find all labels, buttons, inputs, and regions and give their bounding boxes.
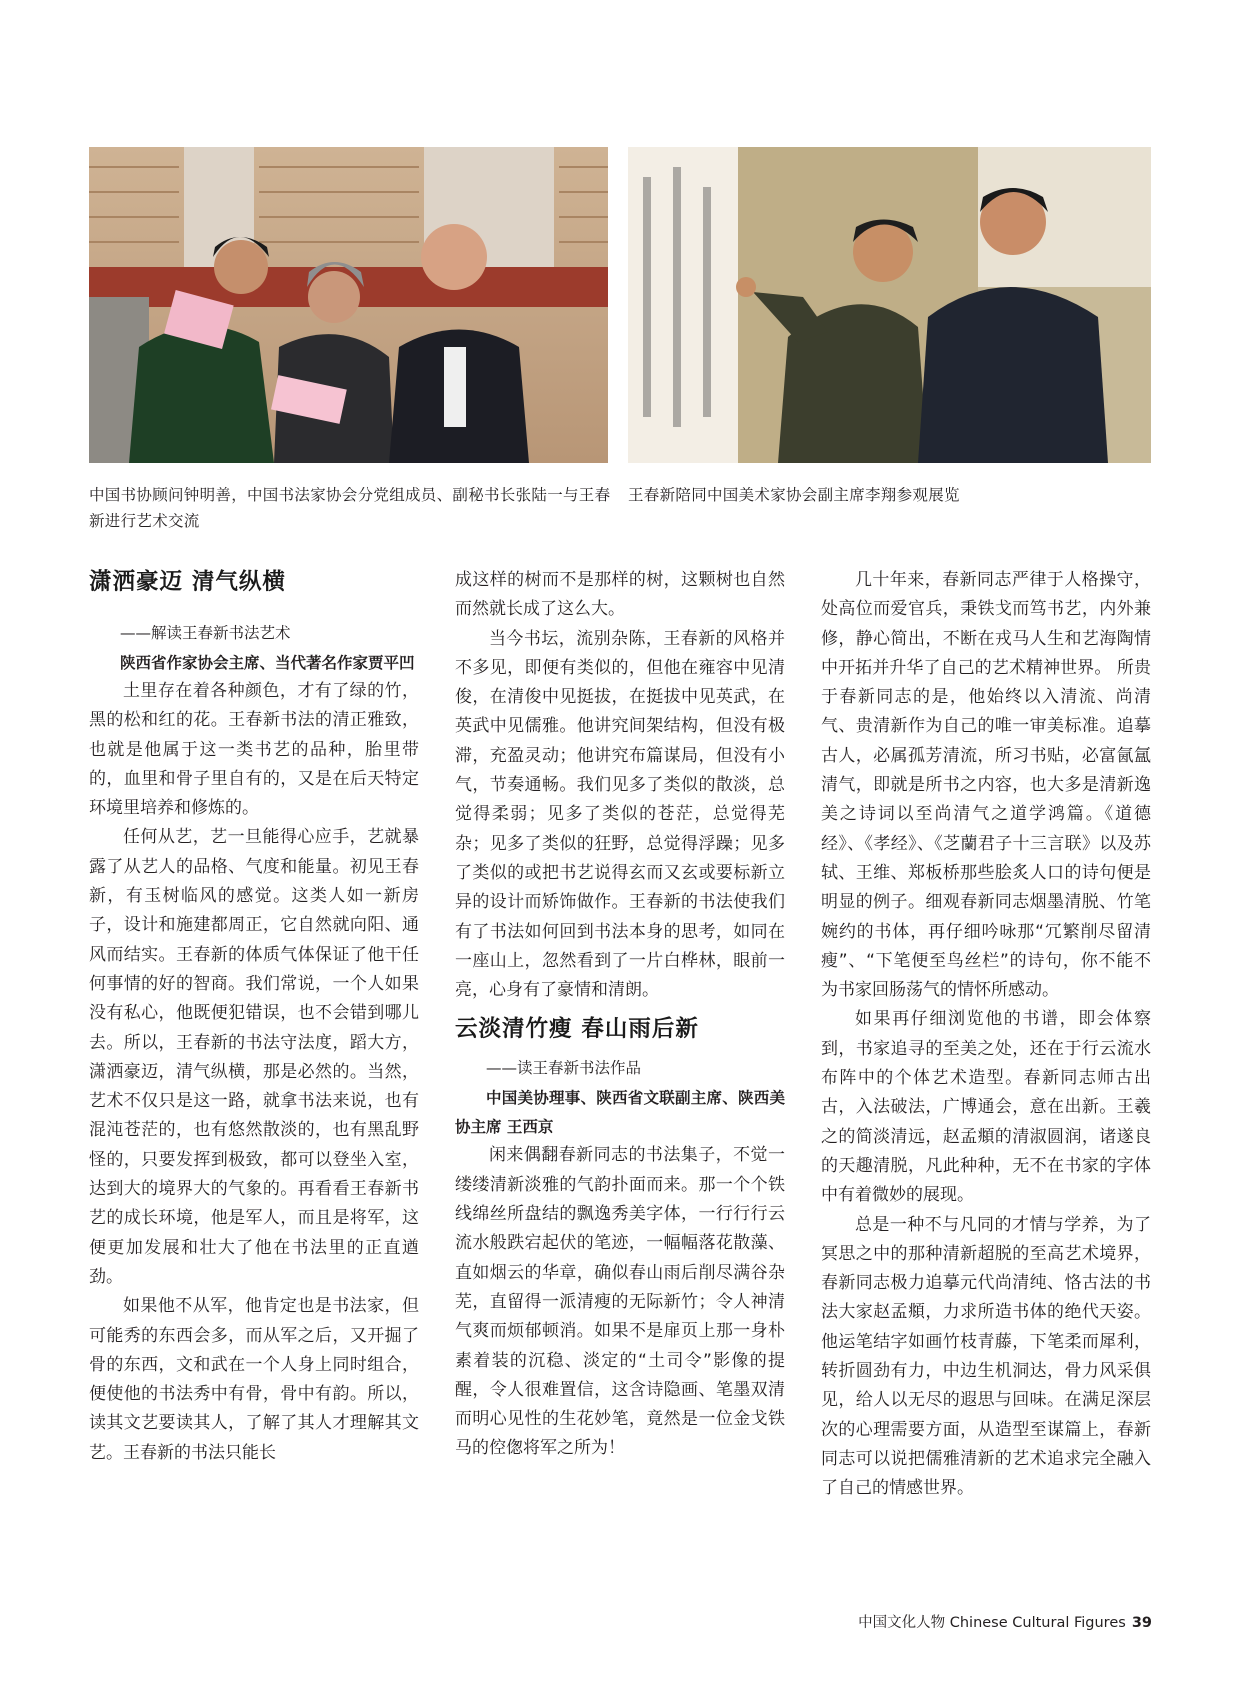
text-column-2	[455, 566, 785, 1464]
text-column-1	[89, 566, 419, 1468]
article-subtitle-1: ——解读王春新书法艺术	[120, 624, 291, 642]
article-byline-1: 陕西省作家协会主席、当代著名作家贾平凹	[120, 653, 415, 672]
article-paragraph: 总是一种不与凡同的才情与学养，为了冥思之中的那种清新超脱的至高艺术境界，春新同志极力追摹元代尚清纯、恪古法的书法大家赵孟頫，力求所造书体的绝代天姿。他运笔结字如画竹枝青藤，下笔柔而犀利，转折圆劲有力，中边生机洞达，骨力风采俱见，给人以无尽的遐思与回味。在满足深层次的心理需要方面，从造型至谋篇上，春新同志可以说把儒雅清新的艺术追求完全融入了自己的情感世界。	[821, 1214, 1151, 1499]
photo-caption-left: 中国书协顾问钟明善，中国书法家协会分党组成员、副秘书长张陆一与王春新进行艺术交流	[89, 486, 611, 530]
article-title-2: 云淡清竹瘦 春山雨后新	[455, 1016, 699, 1043]
publication-name: 中国文化人物 Chinese Cultural Figures	[858, 1615, 1126, 1631]
photo-calligraphy-exchange	[89, 147, 608, 463]
article-paragraph: 任何从艺，艺一旦能得心应手，艺就暴露了从艺人的品格、气度和能量。初见王春新，有玉树临风的感觉。这类人如一新房子，设计和施建都周正，它自然就向阳、通风而结实。王春新的体质气体保证了他干任何事情的好的智商。我们常说，一个人如果没有私心，他既便犯错误，也不会错到哪儿去。所以，王春新的书法守法度，蹈大方，潇洒豪迈，清气纵横，那是必然的。当然，艺术不仅只是这一路，就拿书法来说，也有混沌苍茫的，也有悠然散淡的，也有黑乱野怪的，只要发挥到极致，都可以登坐入室，达到大的境界大的气象的。再看看王春新书艺的成长环境，他是军人，而且是将军，这便更加发展和壮大了他在书法里的正直遒劲。	[89, 827, 419, 1287]
article-subtitle-2: ——读王春新书法作品	[486, 1059, 642, 1078]
article-paragraph: 当今书坛，流别杂陈，王春新的风格并不多见，即便有类似的，但他在雍容中见清俊，在清俊中见挺拔，在挺拔中见英武，在英武中见儒雅。他讲究间架结构，但没有极滞，充盈灵动；他讲究布篇谋局，但没有小气，节奏通畅。我们见多了类似的散淡，总觉得柔弱；见多了类似的苍茫，总觉得芜杂；见多了类似的狂野，总觉得浮躁；见多了类似的或把书艺说得玄而又玄或要标新立异的设计而矫饰做作。王春新的书法使我们有了书法如何回到书法本身的思考，如同在一座山上，忽然看到了一片白桦林，眼前一亮，心身有了豪情和清朗。	[455, 628, 785, 1001]
page-footer	[858, 1611, 1152, 1632]
page-number: 39	[1131, 1615, 1152, 1631]
article-paragraph: 如果再仔细浏览他的书谱，即会体察到，书家追寻的至美之处，还在于行云流水布阵中的个体艺术造型。春新同志师古出古，入法破法，广博通会，意在出新。王羲之的简淡清远，赵孟頫的清淑圆润，诸遂良的天趣清脱，凡此种种，无不在书家的字体中有着微妙的展现。	[821, 1009, 1151, 1206]
article-paragraph-continued: 成这样的树而不是那样的树，这颗树也自然而然就长成了这么大。	[455, 570, 785, 620]
article-paragraph: 闲来偶翻春新同志的书法集子，不觉一缕缕清新淡雅的气韵扑面而来。那一个个铁线绵丝所盘结的飘逸秀美字体，一行行行云流水般跌宕起伏的笔迹，一幅幅落花散藻、直如烟云的华章，确似春山雨后削尽满谷杂芜，直留得一派清瘦的无际新竹；令人神清气爽而烦郁顿消。如果不是扉页上那一身朴素着装的沉稳、淡定的“土司令”影像的提醒，令人很难置信，这含诗隐画、笔墨双清而明心见性的生花妙笔，竟然是一位金戈铁马的倥偬将军之所为！	[455, 1145, 785, 1459]
article-byline-2: 中国美协理事、陕西省文联副主席、陕西美协主席 王西京	[455, 1088, 785, 1137]
article-title-1: 潇洒豪迈 清气纵横	[89, 569, 286, 595]
photo-exhibition-visit	[628, 147, 1151, 463]
article-paragraph: 土里存在着各种颜色，才有了绿的竹，黑的松和红的花。王春新书法的清正雅致，也就是他属于这一类书艺的品种，胎里带的，血里和骨子里自有的，又是在后天特定环境里培养和修炼的。	[89, 681, 419, 819]
article-paragraph: 如果他不从军，他肯定也是书法家，但可能秀的东西会多，而从军之后，又开掘了骨的东西，文和武在一个人身上同时组合，便使他的书法秀中有骨，骨中有韵。所以，读其文艺要读其人，了解了其人才理解其文艺。王春新的书法只能长	[89, 1296, 419, 1463]
photo-caption-right: 王春新陪同中国美术家协会副主席李翔参观展览	[628, 486, 960, 504]
text-column-3	[821, 566, 1151, 1504]
article-paragraph: 几十年来，春新同志严律于人格操守，处高位而爱官兵，秉铁戈而笃书艺，内外兼修，静心简出，不断在戎马人生和艺海陶情中开拓并升华了自己的艺术精神世界。 所贵于春新同志的是，他始终以入清流、尚清气、贵清新作为自己的唯一审美标准。追摹古人，必属孤芳清流，所习书贴，必富氤氲清气，即就是所书之内容，也大多是清新逸美之诗词以至尚清气之道学鸿篇。《道德经》、《孝经》、《芝蘭君子十三言联》以及苏轼、王维、郑板桥那些脍炙人口的诗句便是明显的例子。细观春新同志烟墨清脱、竹笔婉约的书体，再仔细吟咏那“冗繁削尽留清瘦”、“下笔便至鸟丝栏”的诗句，你不能不为书家回肠荡气的情怀所感动。	[821, 570, 1151, 1001]
